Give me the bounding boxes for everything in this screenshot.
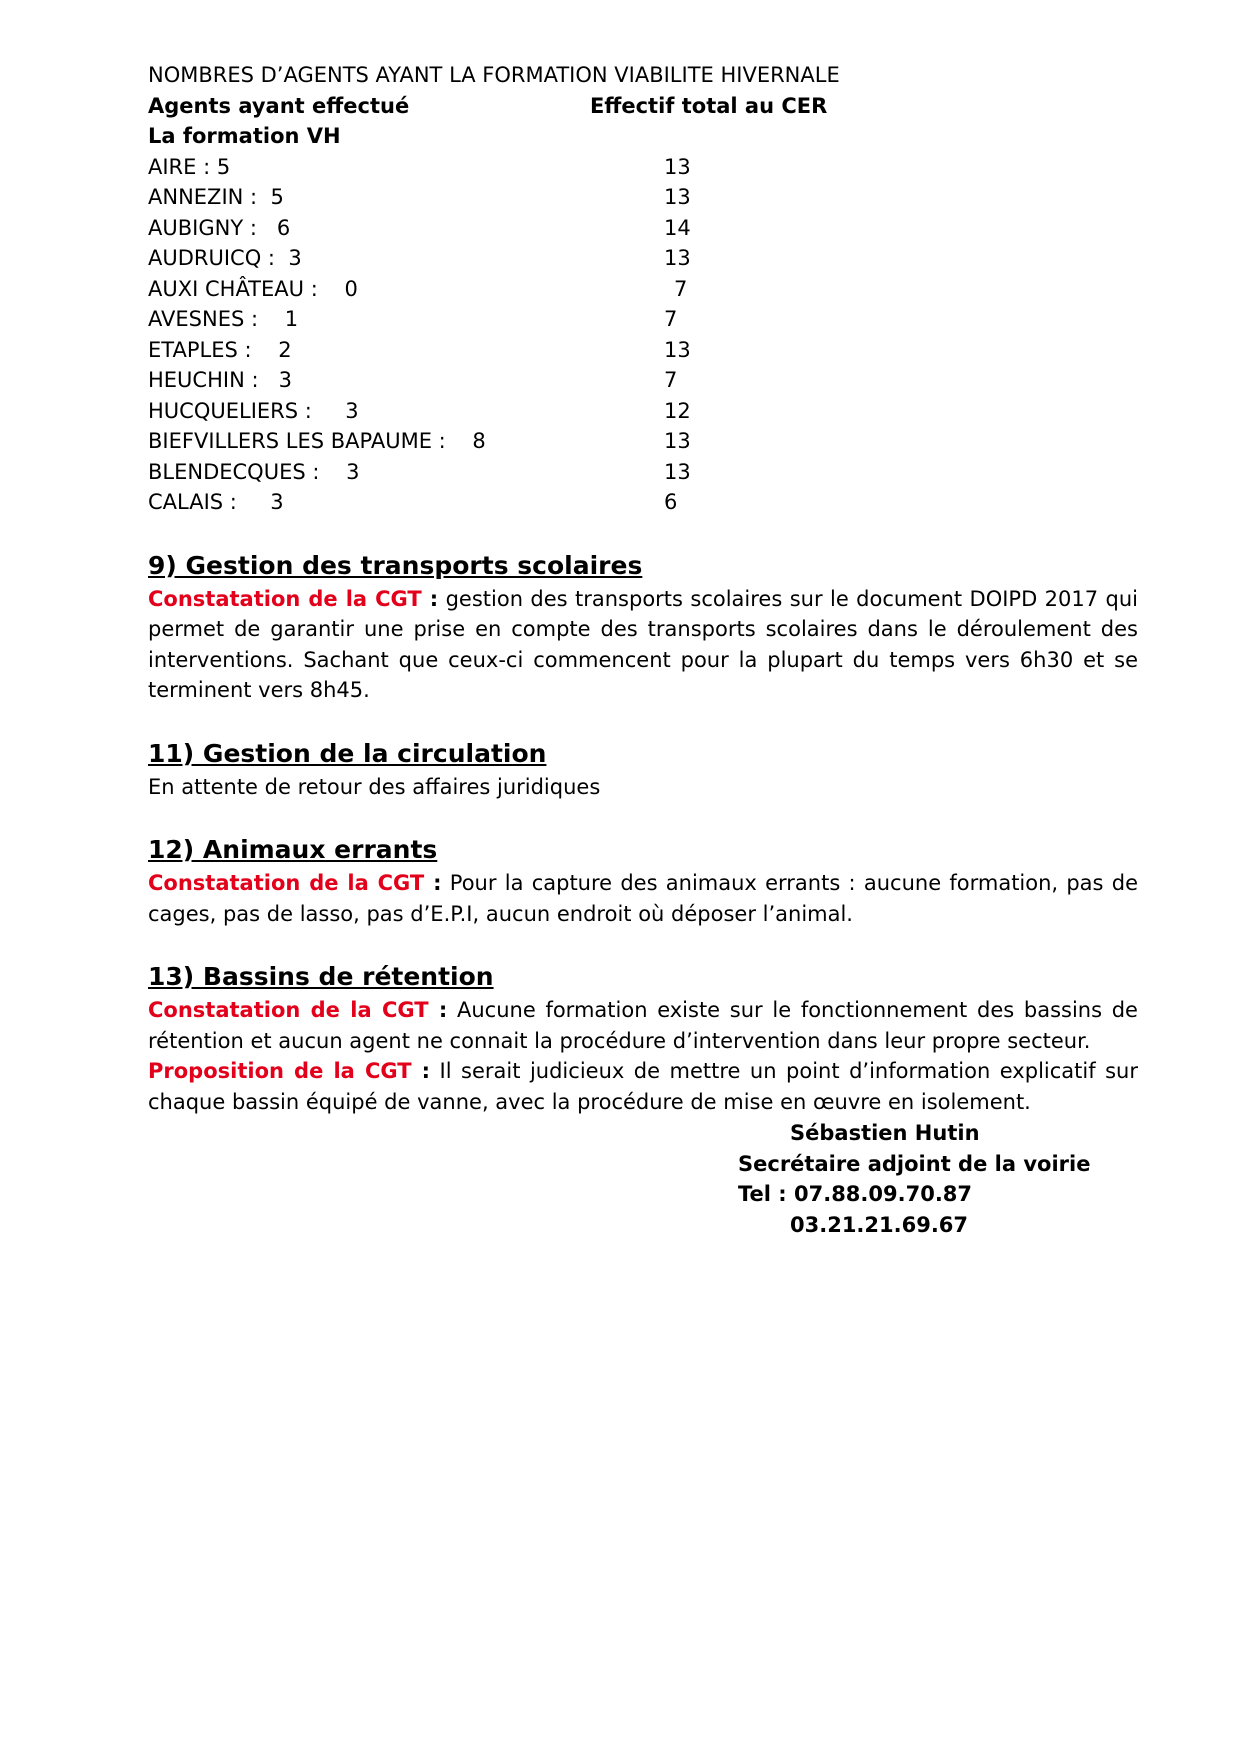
row-total: 7 bbox=[664, 368, 678, 392]
row-label: AUXI CHÂTEAU : 0 bbox=[148, 276, 358, 301]
row-total: 13 bbox=[664, 154, 691, 179]
row-label: ETAPLES : 2 bbox=[148, 337, 292, 362]
table-row bbox=[148, 335, 1138, 366]
table-row bbox=[148, 304, 1138, 335]
table-row bbox=[148, 213, 1138, 244]
paragraph-text: Pour la capture des animaux errants : aucune formation, pas de cages, pas de lasso, pas d’E.P.I, aucun endroit où déposer l’animal. bbox=[148, 871, 1138, 926]
section-paragraph bbox=[148, 868, 1138, 929]
section-paragraph bbox=[148, 1056, 1138, 1117]
header-col2: Effectif total au CER bbox=[590, 93, 828, 118]
row-total: 6 bbox=[664, 490, 678, 514]
table-row bbox=[148, 426, 1138, 457]
proposition-label: Proposition de la CGT bbox=[148, 1059, 412, 1083]
header-col1-line1: Agents ayant effectué bbox=[148, 93, 410, 118]
row-total: 12 bbox=[664, 398, 691, 423]
table-row bbox=[148, 152, 1138, 183]
label-colon: : bbox=[411, 1059, 431, 1083]
section-gestion-circulation bbox=[148, 736, 1138, 803]
label-colon: : bbox=[428, 998, 448, 1022]
row-total: 13 bbox=[664, 459, 691, 484]
header-col1-line2: La formation VH bbox=[148, 124, 341, 148]
table-row bbox=[148, 457, 1138, 488]
section-animaux-errants bbox=[148, 832, 1138, 929]
row-total: 13 bbox=[664, 429, 691, 453]
table-row bbox=[148, 487, 1138, 518]
document-page bbox=[148, 60, 1138, 1117]
table-row bbox=[148, 365, 1138, 396]
row-label: AVESNES : 1 bbox=[148, 307, 299, 331]
paragraph-text: Aucune formation existe sur le fonctionnement des bassins de rétention et aucun agent ne connait la procédure d’intervention dans leur propre secteur. bbox=[148, 998, 1138, 1053]
row-label: CALAIS : 3 bbox=[148, 490, 284, 514]
section-title: 11) Gestion de la circulation bbox=[148, 738, 547, 768]
section-title: 13) Bassins de rétention bbox=[148, 962, 494, 991]
row-total: 13 bbox=[664, 185, 691, 209]
table-row bbox=[148, 182, 1138, 213]
label-colon: : bbox=[421, 586, 439, 611]
row-total: 13 bbox=[664, 337, 691, 362]
signature-tel-2: 03.21.21.69.67 bbox=[790, 1212, 969, 1237]
section-paragraph bbox=[148, 995, 1138, 1056]
section-paragraph bbox=[148, 584, 1138, 706]
signature-role: Secrétaire adjoint de la voirie bbox=[738, 1151, 1091, 1176]
section-bassins-retention bbox=[148, 959, 1138, 1117]
row-total: 14 bbox=[664, 215, 691, 240]
row-label: HEUCHIN : 3 bbox=[148, 368, 292, 392]
section-title: 12) Animaux errants bbox=[148, 835, 438, 864]
row-label: AUBIGNY : 6 bbox=[148, 215, 291, 240]
paragraph-text: Il serait judicieux de mettre un point d’information explicatif sur chaque bassin équipé de vanne, avec la procédure de mise en œuvre en isolement. bbox=[148, 1059, 1138, 1114]
row-label: BIEFVILLERS LES BAPAUME : 8 bbox=[148, 429, 486, 453]
signature-tel: Tel : 07.88.09.70.87 bbox=[738, 1182, 973, 1206]
row-total: 13 bbox=[664, 246, 691, 270]
row-label: BLENDECQUES : 3 bbox=[148, 459, 360, 484]
paragraph-text: En attente de retour des affaires juridiques bbox=[148, 774, 601, 799]
row-total: 7 bbox=[664, 307, 678, 331]
row-label: AIRE : 5 bbox=[148, 154, 231, 179]
row-label: ANNEZIN : 5 bbox=[148, 185, 284, 209]
signature-block bbox=[738, 1118, 1090, 1240]
table-row bbox=[148, 274, 1138, 305]
table-title: NOMBRES D’AGENTS AYANT LA FORMATION VIABILITE HIVERNALE bbox=[148, 63, 840, 87]
table-row bbox=[148, 396, 1138, 427]
table-header bbox=[148, 91, 1138, 122]
row-total: 7 bbox=[674, 276, 688, 301]
constatation-label: Constatation de la CGT bbox=[148, 586, 422, 611]
section-transports-scolaires bbox=[148, 548, 1138, 706]
table-row bbox=[148, 243, 1138, 274]
constatation-label: Constatation de la CGT bbox=[148, 871, 425, 895]
section-title: 9) Gestion des transports scolaires bbox=[148, 550, 643, 580]
paragraph-text: gestion des transports scolaires sur le document DOIPD 2017 qui permet de garantir une prise en compte des transports scolaires dans le déroulement des interventions. Sachant que ceux-ci commencent pour la plupart du temps vers 6h30 et se terminent vers 8h45. bbox=[148, 586, 1138, 702]
row-label: HUCQUELIERS : 3 bbox=[148, 398, 359, 423]
row-label: AUDRUICQ : 3 bbox=[148, 246, 302, 270]
label-colon: : bbox=[424, 871, 442, 895]
constatation-label: Constatation de la CGT bbox=[148, 998, 429, 1022]
signature-name: Sébastien Hutin bbox=[790, 1121, 980, 1145]
